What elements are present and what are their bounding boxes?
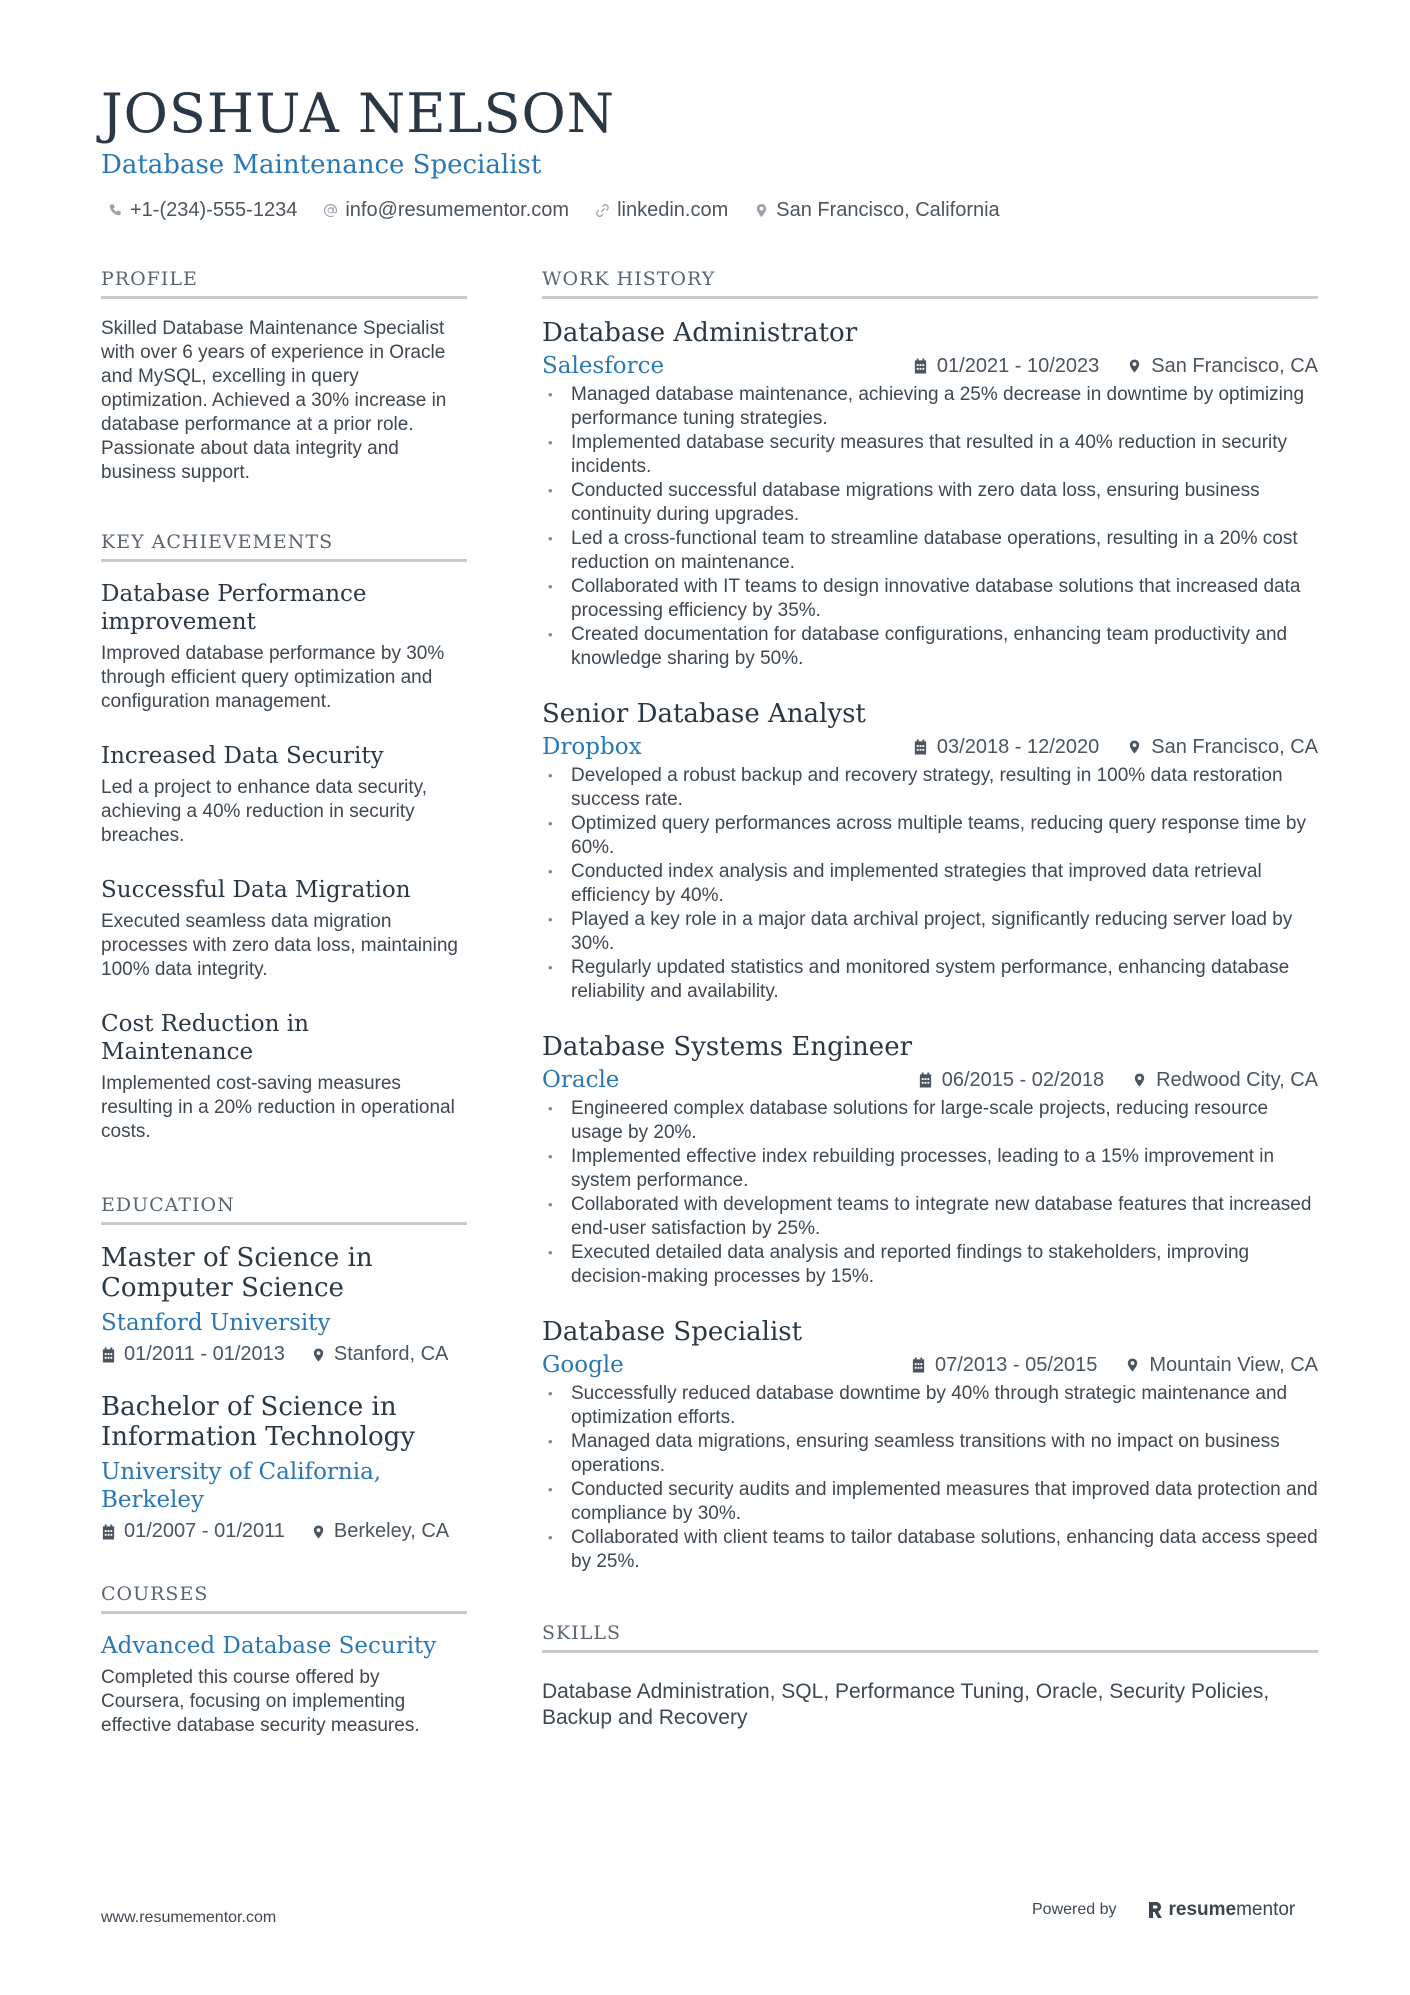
job-entry (542, 317, 1318, 671)
calendar-icon (911, 1357, 926, 1373)
job-bullet: • Conducted index analysis and implemented strategies that improved data retrieval efficiency by 40%. (542, 860, 1318, 908)
job-bullet: • Developed a robust backup and recovery strategy, resulting in 100% data restoration success rate. (542, 764, 1318, 812)
job-title: Database Systems Engineer (542, 1032, 913, 1062)
education-location-text: Stanford, CA (333, 1343, 449, 1365)
footer-powered (1032, 1899, 1295, 1921)
achievement-title: Successful Data Migration (101, 877, 411, 903)
job-bullet: • Played a key role in a major data archival project, significantly reducing server load by 30%. (542, 908, 1318, 956)
job-subheader (542, 734, 1318, 760)
map-pin-icon (1132, 1072, 1147, 1088)
education-degree: Master of Science in Computer Science (101, 1243, 373, 1303)
job-bullet: • Implemented effective index rebuilding processes, leading to a 15% improvement in system performance. (542, 1145, 1318, 1193)
job-entry (542, 1031, 1318, 1289)
achievement-title: Database Performance improvement (101, 581, 367, 635)
achievement-text: Executed seamless data migration processes with zero data loss, maintaining 100% data integrity. (101, 911, 458, 980)
job-bullets (542, 1382, 1318, 1574)
calendar-icon (913, 358, 928, 374)
job-company: Salesforce (542, 353, 665, 379)
job-dates-text: 03/2018 - 12/2020 (936, 735, 1100, 758)
education-meta (101, 1343, 467, 1366)
job-location-text: San Francisco, CA (1151, 735, 1318, 758)
job-location (1125, 1354, 1318, 1377)
achievements-heading: KEY ACHIEVEMENTS (101, 531, 467, 562)
job-title-header: Database Maintenance Specialist (101, 150, 542, 180)
phone-text: +1-(234)-555-1234 (130, 199, 298, 221)
candidate-name: JOSHUA NELSON (101, 82, 616, 145)
location-text: San Francisco, California (776, 199, 1000, 221)
work-history-section (542, 268, 1318, 1574)
phone-icon (108, 203, 123, 218)
at-icon (323, 203, 338, 218)
education-dates-text: 01/2011 - 01/2013 (124, 1343, 285, 1365)
education-item (101, 1243, 467, 1366)
job-bullet: • Created documentation for database configurations, enhancing team productivity and knowledge sharing by 50%. (542, 623, 1318, 671)
education-location-text: Berkeley, CA (333, 1520, 450, 1542)
job-location (1132, 1069, 1318, 1092)
achievement-text: Led a project to enhance data security, achieving a 40% reduction in security breaches. (101, 777, 428, 846)
contact-phone[interactable] (108, 199, 297, 222)
job-location-text: San Francisco, CA (1151, 354, 1318, 377)
job-dates-text: 01/2021 - 10/2023 (936, 354, 1100, 377)
job-title: Senior Database Analyst (542, 699, 866, 729)
job-bullets (542, 383, 1318, 671)
calendar-icon (101, 1347, 116, 1363)
course-item (101, 1632, 467, 1738)
job-bullet: • Optimized query performances across multiple teams, reducing query response time by 60%. (542, 812, 1318, 860)
footer-website[interactable]: www.resumementor.com (101, 1909, 277, 1926)
work-history-heading: WORK HISTORY (542, 268, 1318, 299)
profile-section (101, 268, 467, 485)
job-title: Database Specialist (542, 1317, 803, 1347)
powered-by-label: Powered by (1032, 1901, 1117, 1918)
education-location (311, 1520, 449, 1543)
skills-heading: SKILLS (542, 1622, 1318, 1653)
job-company: Oracle (542, 1067, 620, 1093)
education-meta (101, 1520, 467, 1543)
contact-email[interactable] (323, 199, 569, 222)
job-dates-text: 06/2015 - 02/2018 (941, 1068, 1105, 1091)
map-pin-icon (311, 1347, 326, 1363)
job-bullet: • Regularly updated statistics and monitored system performance, enhancing database reliability and availability. (542, 956, 1318, 1004)
achievement-title: Increased Data Security (101, 743, 384, 769)
courses-heading: COURSES (101, 1583, 467, 1614)
job-company: Dropbox (542, 734, 642, 760)
achievements-section (101, 531, 467, 1144)
job-subheader (542, 1067, 1318, 1093)
job-bullet: • Engineered complex database solutions for large-scale projects, reducing resource usage by 20%. (542, 1097, 1318, 1145)
job-bullet: • Implemented database security measures that resulted in a 40% reduction in security incidents. (542, 431, 1318, 479)
job-bullet: • Collaborated with IT teams to design innovative database solutions that increased data processing efficiency by 35%. (542, 575, 1318, 623)
job-meta (918, 1069, 1318, 1092)
job-subheader (542, 353, 1318, 379)
education-heading: EDUCATION (101, 1194, 467, 1225)
brand-name-bold: resume (1168, 1899, 1237, 1920)
brand-logo[interactable] (1147, 1899, 1296, 1921)
map-pin-icon (754, 203, 769, 218)
achievement-item (101, 742, 467, 848)
job-company: Google (542, 1352, 624, 1378)
education-dates (101, 1343, 285, 1366)
map-pin-icon (1127, 739, 1142, 755)
job-meta (913, 355, 1318, 378)
job-entry (542, 1316, 1318, 1574)
job-bullet: • Led a cross-functional team to streamline database operations, resulting in a 20% cost reduction on maintenance. (542, 527, 1318, 575)
job-location-text: Redwood City, CA (1156, 1068, 1318, 1091)
course-text: Completed this course offered by Coursera, focusing on implementing effective database security measures. (101, 1667, 420, 1736)
contact-location (754, 199, 999, 222)
job-meta (911, 1354, 1318, 1377)
calendar-icon (101, 1524, 116, 1540)
job-meta (913, 736, 1318, 759)
contact-linkedin[interactable] (595, 199, 728, 222)
job-bullet: • Collaborated with client teams to tailor database solutions, enhancing data access speed by 25%. (542, 1526, 1318, 1574)
skills-section (542, 1622, 1318, 1731)
courses-section (101, 1583, 467, 1738)
education-school: University of California, Berkeley (101, 1459, 382, 1513)
education-location (311, 1343, 449, 1366)
job-dates (918, 1069, 1104, 1092)
map-pin-icon (1127, 358, 1142, 374)
calendar-icon (913, 739, 928, 755)
achievement-item (101, 1010, 467, 1144)
job-location-text: Mountain View, CA (1149, 1353, 1318, 1376)
contact-bar (108, 199, 1000, 222)
education-dates-text: 01/2007 - 01/2011 (124, 1520, 285, 1542)
job-location (1127, 736, 1318, 759)
map-pin-icon (311, 1524, 326, 1540)
calendar-icon (918, 1072, 933, 1088)
right-column (542, 268, 1318, 1731)
map-pin-icon (1125, 1357, 1140, 1373)
job-dates (911, 1354, 1097, 1377)
job-title: Database Administrator (542, 318, 858, 348)
education-school: Stanford University (101, 1310, 331, 1336)
skills-text: Database Administration, SQL, Performance Tuning, Oracle, Security Policies, Backup and Recovery (542, 1680, 1270, 1729)
job-bullet: • Managed data migrations, ensuring seamless transitions with no impact on business operations. (542, 1430, 1318, 1478)
achievement-item (101, 876, 467, 982)
job-bullet: • Collaborated with development teams to integrate new database features that increased end-user satisfaction by 25%. (542, 1193, 1318, 1241)
achievement-text: Improved database performance by 30% through efficient query optimization and configuration management. (101, 643, 445, 712)
course-title: Advanced Database Security (101, 1633, 437, 1659)
education-dates (101, 1520, 285, 1543)
profile-text: Skilled Database Maintenance Specialist with over 6 years of experience in Oracle and MySQL, excelling in query optimization. Achieved a 30% increase in database performance at a prior role. Passionate about data integrity and business support. (101, 318, 447, 483)
job-entry (542, 698, 1318, 1004)
brand-name-thin: mentor (1236, 1899, 1296, 1920)
job-dates (913, 736, 1099, 759)
achievement-title: Cost Reduction in Maintenance (101, 1011, 309, 1065)
job-dates (913, 355, 1099, 378)
job-bullet: • Managed database maintenance, achieving a 25% decrease in downtime by optimizing performance tuning strategies. (542, 383, 1318, 431)
job-dates-text: 07/2013 - 05/2015 (935, 1353, 1098, 1376)
education-section (101, 1194, 467, 1543)
job-bullets (542, 1097, 1318, 1289)
job-bullets (542, 764, 1318, 1004)
achievement-text: Implemented cost-saving measures resulting in a 20% reduction in operational costs. (101, 1073, 455, 1142)
job-bullet: • Conducted security audits and implemented measures that improved data protection and compliance by 30%. (542, 1478, 1318, 1526)
profile-heading: PROFILE (101, 268, 467, 299)
achievement-item (101, 580, 467, 714)
resumementor-logo-icon (1147, 1900, 1163, 1920)
job-location (1127, 355, 1318, 378)
link-icon (595, 203, 610, 218)
email-text: info@resumementor.com (345, 199, 570, 221)
left-column (101, 268, 467, 1738)
linkedin-text: linkedin.com (617, 199, 729, 221)
job-bullet: • Conducted successful database migrations with zero data loss, ensuring business continuity during upgrades. (542, 479, 1318, 527)
job-subheader (542, 1352, 1318, 1378)
education-item (101, 1392, 467, 1543)
job-bullet: • Executed detailed data analysis and reported findings to stakeholders, improving decision-making processes by 15%. (542, 1241, 1318, 1289)
education-degree: Bachelor of Science in Information Technology (101, 1392, 416, 1452)
job-bullet: • Successfully reduced database downtime by 40% through strategic maintenance and optimization efforts. (542, 1382, 1318, 1430)
